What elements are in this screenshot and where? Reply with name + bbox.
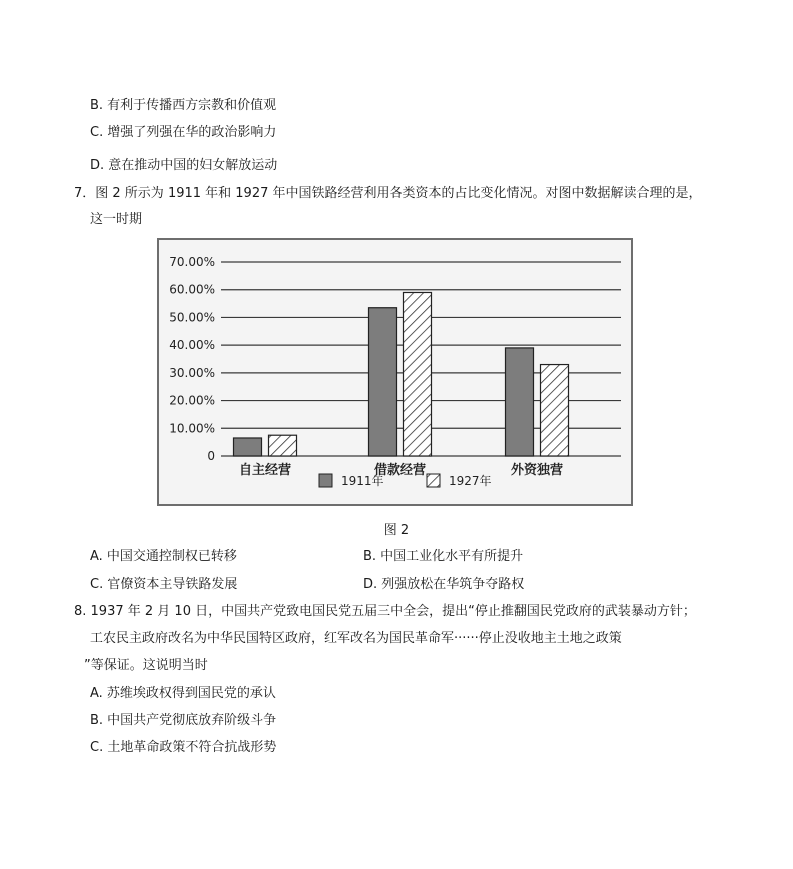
q7-stem-line2: 这一时期 (90, 212, 143, 227)
bar-s1-0 (234, 438, 262, 456)
y-tick-label: 60.00% (169, 282, 215, 297)
figure-caption: 图 2 (383, 523, 410, 538)
y-tick-label: 10.00% (169, 421, 215, 436)
legend-label: 1911年 (341, 474, 384, 488)
figure-2-chart (157, 238, 633, 506)
y-tick-label: 70.00% (169, 255, 215, 269)
legend-swatch (427, 474, 440, 487)
y-tick-label: 40.00% (169, 338, 215, 353)
y-tick-label: 50.00% (169, 310, 215, 325)
bar-s1-1 (369, 308, 397, 456)
q8-stem-line3: ”等保证。这说明当时 (84, 658, 208, 673)
q8-option-a: A. 苏维埃政权得到国民党的承认 (90, 686, 276, 701)
q8-option-b: B. 中国共产党彻底放弃阶级斗争 (90, 713, 277, 728)
q7-option-b: B. 中国工业化水平有所提升 (363, 549, 524, 564)
q8-stem-line2: 工农民主政府改名为中华民国特区政府，红军改名为国民革命军······停止没收地主土地之政策 (90, 631, 622, 646)
y-tick-label: 20.00% (169, 393, 215, 408)
bar-s1-2 (506, 348, 534, 456)
q6-option-c: C. 增强了列强在华的政治影响力 (90, 125, 277, 140)
bar-s2-0 (269, 435, 297, 456)
legend-label: 1927年 (449, 474, 492, 488)
q7-option-c: C. 官僚资本主导铁路发展 (90, 577, 238, 592)
category-label: 借款经营 (373, 463, 427, 478)
category-label: 外资独营 (510, 463, 564, 478)
legend-swatch (319, 474, 332, 487)
q8-stem-line1: 8. 1937 年 2 月 10 日，中国共产党致电国民党五届三中全会，提出“停止推翻国民党政府的武装暴动方针； (74, 604, 696, 619)
q7-stem-line1: 7．图 2 所示为 1911 年和 1927 年中国铁路经营利用各类资本的占比变化情况。对图中数据解读合理的是， (74, 186, 702, 201)
q6-option-d: D. 意在推动中国的妇女解放运动 (90, 158, 278, 173)
bar-s2-1 (404, 292, 432, 456)
y-tick-label: 0 (207, 449, 215, 463)
q7-option-d: D. 列强放松在华筑争夺路权 (363, 577, 525, 592)
bar-s2-2 (541, 365, 569, 456)
y-tick-label: 30.00% (169, 365, 215, 380)
q7-option-a: A. 中国交通控制权已转移 (90, 549, 237, 564)
category-label: 自主经营 (238, 463, 292, 478)
q6-option-b: B. 有利于传播西方宗教和价值观 (90, 98, 277, 113)
bar-chart-svg (159, 240, 631, 504)
q8-option-c: C. 土地革命政策不符合抗战形势 (90, 740, 277, 755)
